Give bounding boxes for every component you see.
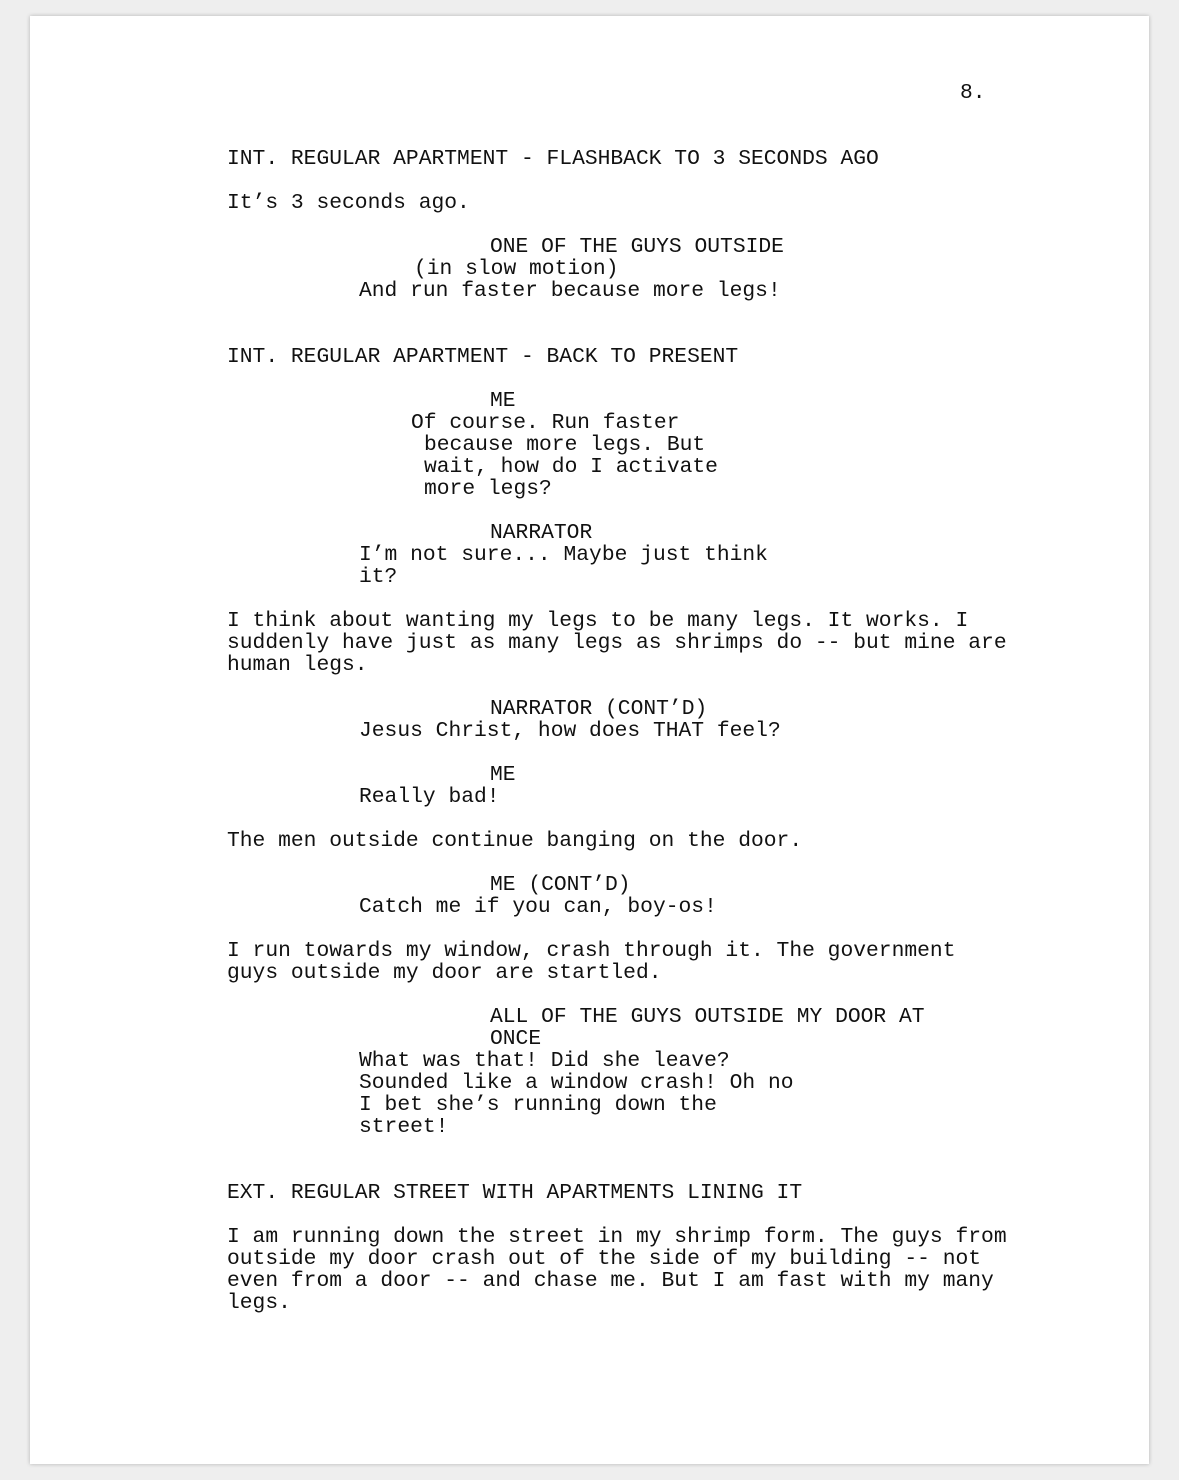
scene-heading: INT. REGULAR APARTMENT - FLASHBACK TO 3 SECONDS AGO (227, 147, 879, 171)
action-line: I am running down the street in my shrimp form. The guys from (227, 1225, 1007, 1249)
action-line: The men outside continue banging on the door. (227, 829, 803, 853)
dialogue-line: Of course. Run faster (411, 411, 680, 435)
dialogue-line: I bet she’s running down the (359, 1093, 717, 1117)
action-line: It’s 3 seconds ago. (227, 191, 470, 215)
dialogue-line: because more legs. But (424, 433, 706, 457)
dialogue-line: street! (359, 1115, 449, 1139)
action-line: even from a door -- and chase me. But I am fast with my many (227, 1269, 994, 1293)
dialogue-line: wait, how do I activate (424, 455, 718, 479)
dialogue-line: Jesus Christ, how does THAT feel? (359, 719, 781, 743)
character-name: ME (490, 763, 516, 787)
character-name: NARRATOR (490, 521, 593, 545)
character-name: NARRATOR (CONT’D) (490, 697, 708, 721)
action-line: human legs. (227, 653, 368, 677)
action-line: I think about wanting my legs to be many legs. It works. I (227, 609, 969, 633)
dialogue-line: Catch me if you can, boy-os! (359, 895, 717, 919)
dialogue-line: Really bad! (359, 785, 500, 809)
dialogue-line: What was that! Did she leave? (359, 1049, 730, 1073)
character-name: ONE OF THE GUYS OUTSIDE (490, 235, 784, 259)
scene-heading: INT. REGULAR APARTMENT - BACK TO PRESENT (227, 345, 739, 369)
script-page (30, 16, 1149, 1464)
page-number: 8. (960, 81, 986, 105)
action-line: guys outside my door are startled. (227, 961, 662, 985)
scene-heading: EXT. REGULAR STREET WITH APARTMENTS LINING IT (227, 1181, 803, 1205)
dialogue-line: more legs? (424, 477, 552, 501)
character-name: ME (490, 389, 516, 413)
action-line: outside my door crash out of the side of my building -- not (227, 1247, 982, 1271)
parenthetical: (in slow motion) (414, 257, 619, 281)
action-line: suddenly have just as many legs as shrimps do -- but mine are (227, 631, 1007, 655)
dialogue-line: it? (359, 565, 398, 589)
character-name: ALL OF THE GUYS OUTSIDE MY DOOR AT (490, 1005, 925, 1029)
action-line: legs. (227, 1291, 291, 1315)
dialogue-line: And run faster because more legs! (359, 279, 781, 303)
action-line: I run towards my window, crash through it. The government (227, 939, 956, 963)
character-name: ONCE (490, 1027, 542, 1051)
character-name: ME (CONT’D) (490, 873, 631, 897)
dialogue-line: I’m not sure... Maybe just think (359, 543, 768, 567)
dialogue-line: Sounded like a window crash! Oh no (359, 1071, 794, 1095)
